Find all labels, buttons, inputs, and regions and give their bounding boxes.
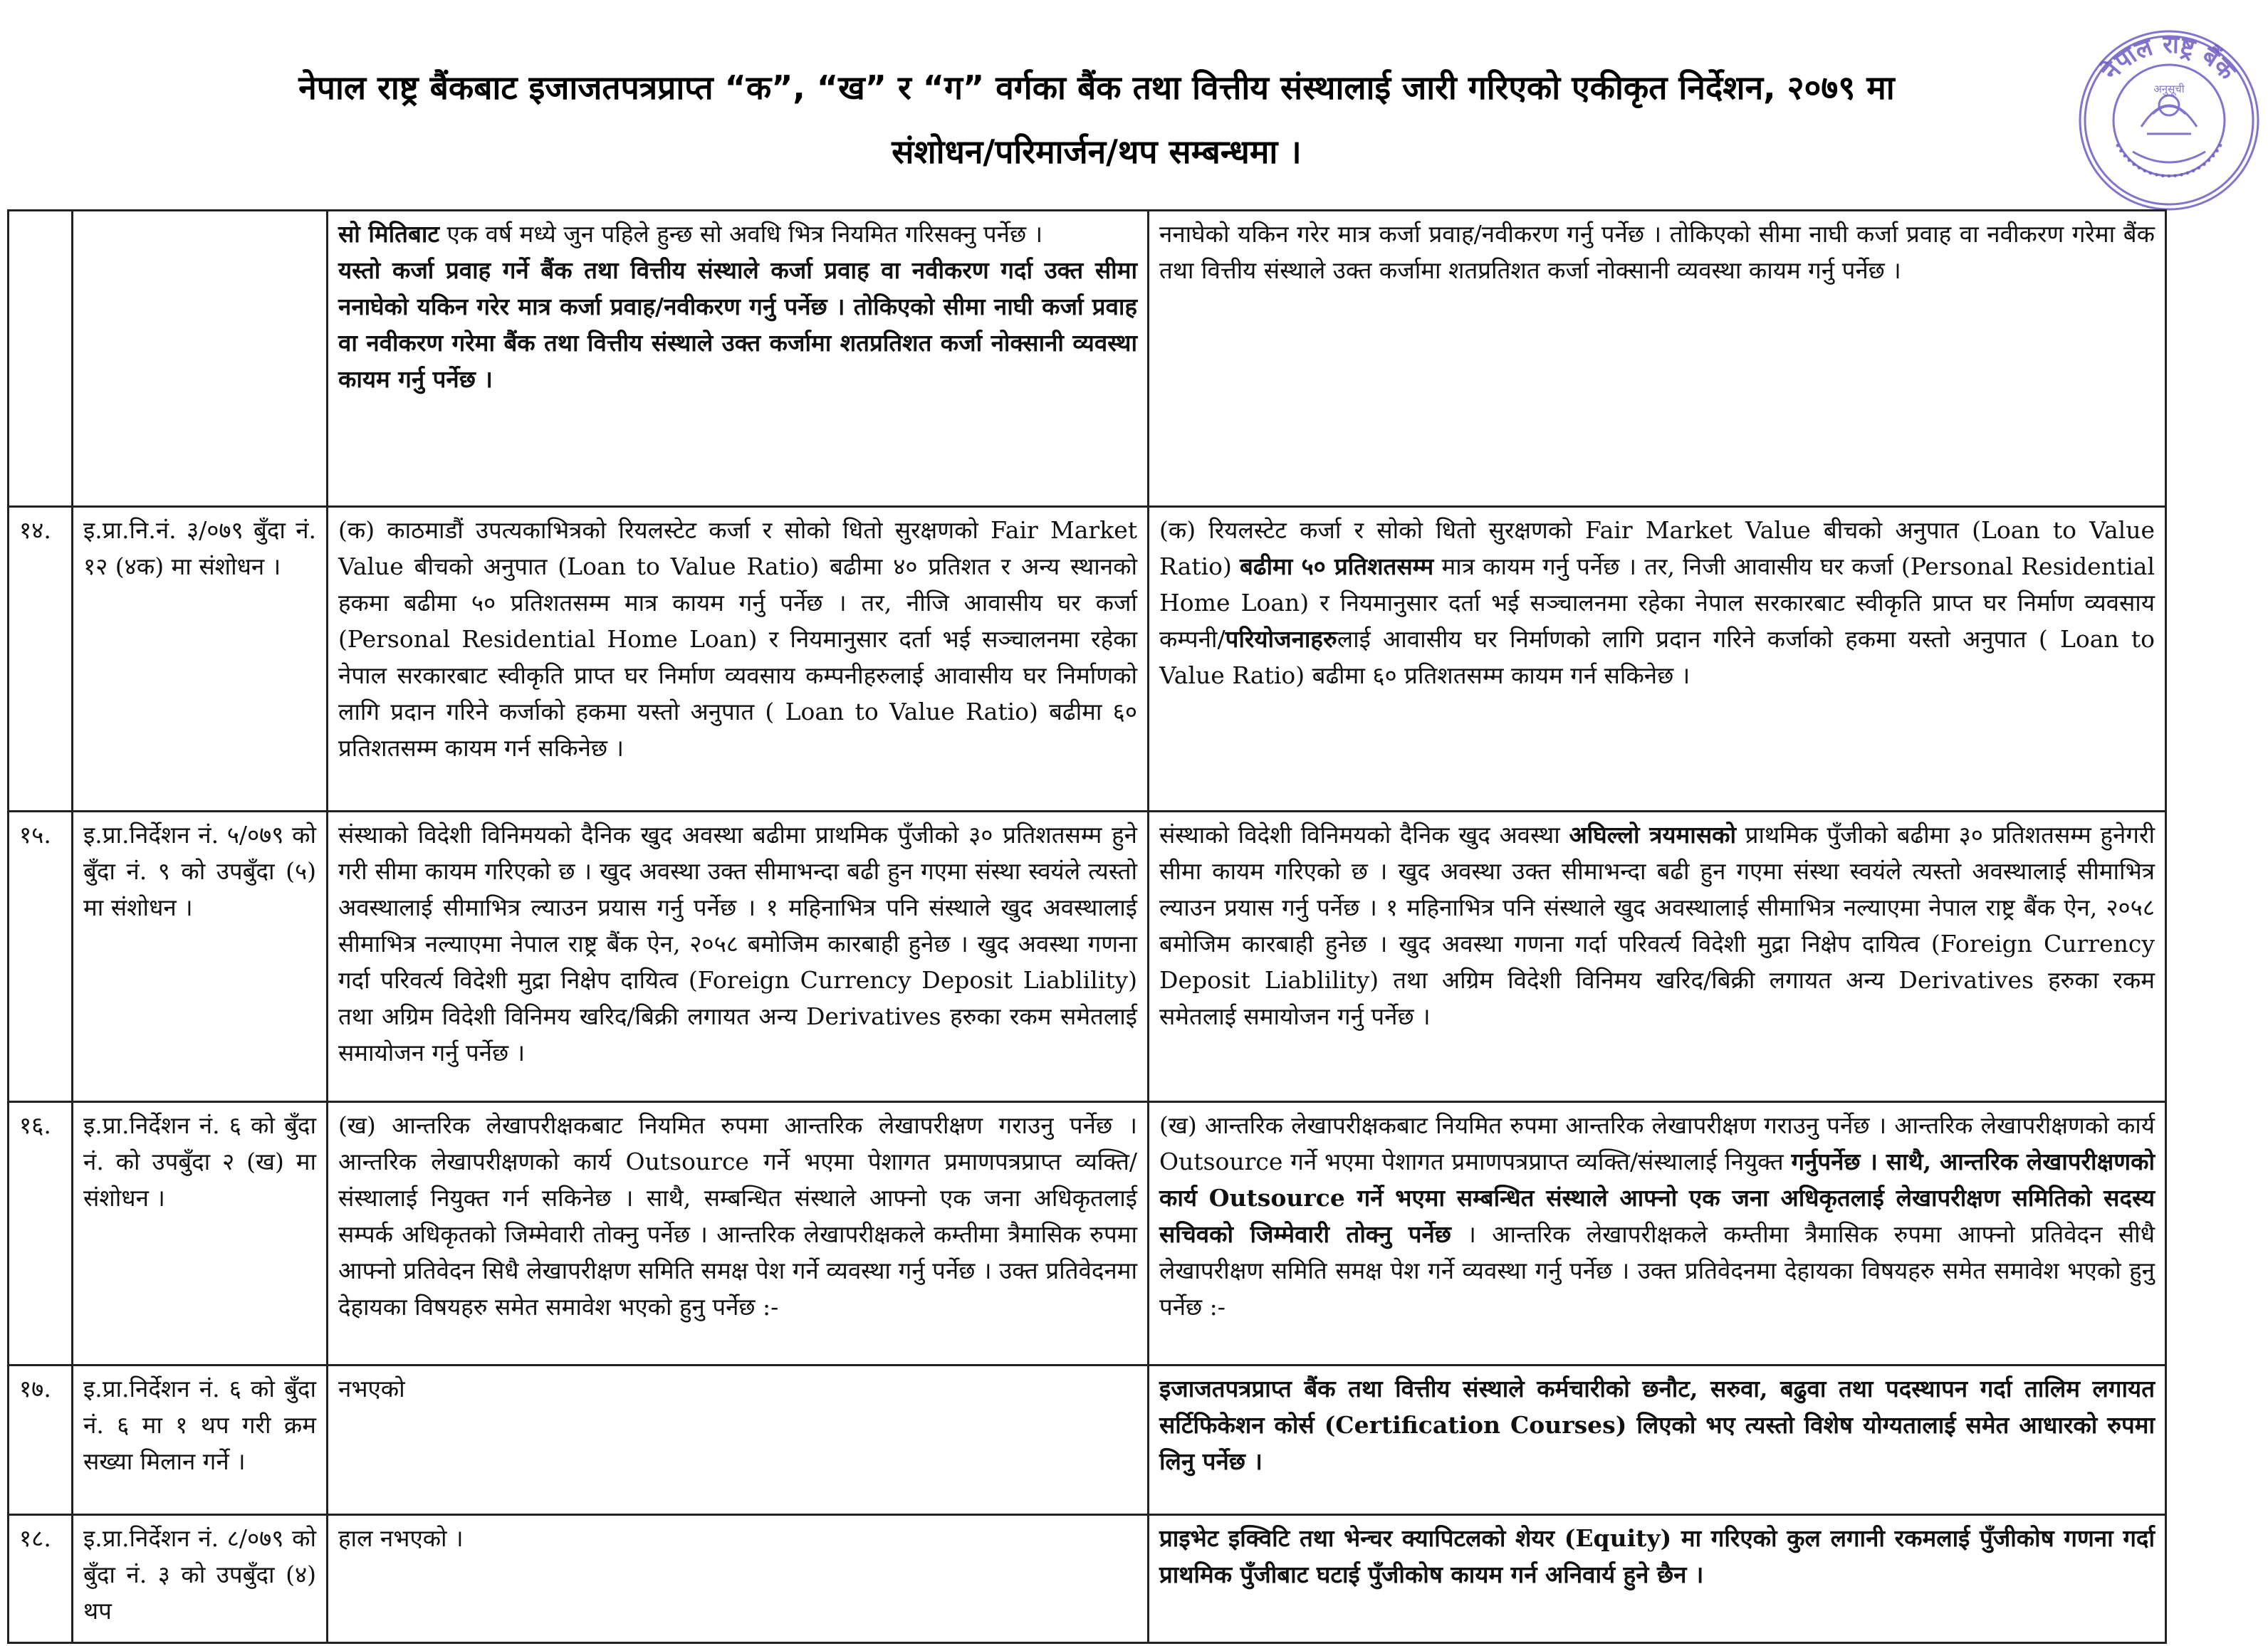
new-text: मात्र कायम गर्नु पर्नेछ । तर, निजी आवासीय घर कर्जा (Personal Residential Home Loan) र नियमानुसार दर्ता भई सञ्चालनमा रहेका नेपाल सरकारबाट स्वीकृति प्राप्त घर निर्माण व्यवसाय कम्पनी/ xyxy=(1159,552,2155,653)
old-text: एक वर्ष मध्ये जुन पहिले हुन्छ सो अवधि भित्र नियमित गरिसक्नु पर्नेछ । xyxy=(439,220,1043,248)
new-text: संस्थाको विदेशी विनिमयको दैनिक खुद अवस्था xyxy=(1159,821,1569,849)
old-text: (ख) आन्तरिक लेखापरीक्षकबाट नियमित रुपमा आन्तरिक लेखापरीक्षण गराउनु पर्नेछ । आन्तरिक लेखापरीक्षणको कार्य Outsource गर्ने भएमा पेशागत प्रमाणपत्रप्राप्त व्यक्ति/संस्थालाई नियुक्त गर्न सकिनेछ । साथै, सम्बन्धित संस्थाले आफ्नो एक जना अधिकृतलाई सम्पर्क अधिकृतको जिम्मेवारी तोक्नु पर्नेछ । आन्तरिक लेखापरीक्षकले कम्तीमा त्रैमासिक रुपमा आफ्नो प्रतिवेदन सिधै लेखापरीक्षण समिति समक्ष पेश गर्ने व्यवस्था गर्नु पर्नेछ । उक्त प्रतिवेदनमा देहायका विषयहरु समेत समावेश भएको हुनु पर्नेछ :- xyxy=(338,1111,1137,1321)
new-bold-text: बढीमा ५० प्रतिशतसम्म xyxy=(1240,552,1434,580)
old-bold-paragraph: यस्तो कर्जा प्रवाह गर्ने बैंक तथा वित्तीय संस्थाले कर्जा प्रवाह वा नवीकरण गर्दा उक्त सीमा ननाघेको यकिन गरेर मात्र कर्जा प्रवाह/नवीकरण गर्नु पर्नेछ । तोकिएको सीमा नाघी कर्जा प्रवाह वा नवीकरण गरेमा बैंक तथा वित्तीय संस्थाले उक्त कर्जामा शतप्रतिशत कर्जा नोक्सानी व्यवस्था कायम गर्नु पर्नेछ । xyxy=(338,256,1137,393)
existing-provision-cell xyxy=(328,211,1149,507)
table-row xyxy=(9,1515,2166,1643)
table-row xyxy=(9,507,2166,812)
svg-text:नेपाल राष्ट्र बैंक xyxy=(2096,31,2242,87)
old-bold-text: सो मितिबाट xyxy=(338,220,440,248)
new-bold-text: गर्नुपर्नेछ । साथै, आन्तरिक लेखापरीक्षणको कार्य Outsource गर्ने भएमा सम्बन्धित संस्थाले आफ्नो एक जना अधिकृतलाई लेखापरीक्षण समितिको सदस्य सचिवको जिम्मेवारी तोक्नु पर्नेछ xyxy=(1159,1148,2155,1248)
table-row xyxy=(9,1365,2166,1515)
title-line-2: संशोधन/परिमार्जन/थप सम्बन्धमा । xyxy=(892,132,1302,171)
row-number: १५. xyxy=(9,812,73,1102)
new-text: लाई आवासीय घर निर्माणको लागि प्रदान गरिने कर्जाको हकमा यस्तो अनुपात ( Loan to Value Ratio) बढीमा ६० प्रतिशतसम्म कायम गर्न सकिनेछ । xyxy=(1159,625,2155,689)
table-row xyxy=(9,211,2166,507)
new-text: । आन्तरिक लेखापरीक्षकले कम्तीमा त्रैमासिक रुपमा आफ्नो प्रतिवेदन सीधै लेखापरीक्षण समिति समक्ष पेश गर्ने व्यवस्था गर्नु पर्नेछ । उक्त प्रतिवेदनमा देहायका विषयहरु समेत समावेश भएको हुनु पर्नेछ :- xyxy=(1159,1220,2155,1321)
old-text: (क) काठमाडौं उपत्यकाभित्रको रियलस्टेट कर्जा र सोको धितो सुरक्षणको Fair Market Value बीचको अनुपात (Loan to Value Ratio) बढीमा ४० प्रतिशत र अन्य स्थानको हकमा बढीमा ५० प्रतिशतसम्म मात्र कायम गर्नु पर्नेछ । तर, नीजि आवासीय घर कर्जा (Personal Residential Home Loan) र नियमानुसार दर्ता भई सञ्चालनमा रहेका नेपाल सरकारबाट स्वीकृति प्राप्त घर निर्माण व्यवसाय कम्पनीहरुलाई आवासीय घर निर्माणको लागि प्रदान गरिने कर्जाको हकमा यस्तो अनुपात ( Loan to Value Ratio) बढीमा ६० प्रतिशतसम्म कायम गर्न सकिनेछ । xyxy=(338,516,1137,762)
table-row xyxy=(9,812,2166,1102)
existing-provision-cell xyxy=(328,1102,1149,1365)
reference-cell: इ.प्रा.निर्देशन नं. ५/०७९ को बुँदा नं. ९ को उपबुँदा (५) मा संशोधन । xyxy=(73,812,328,1102)
new-text: (ख) आन्तरिक लेखापरीक्षकबाट नियमित रुपमा आन्तरिक लेखापरीक्षण गराउनु पर्नेछ । आन्तरिक लेखापरीक्षणको कार्य Outsource गर्ने भएमा पेशागत प्रमाणपत्रप्राप्त व्यक्ति/संस्थालाई नियुक्त xyxy=(1159,1111,2155,1175)
row-number: १७. xyxy=(9,1365,73,1515)
reference-cell: इ.प्रा.नि.नं. ३/०७९ बुँदा नं. १२ (४क) मा संशोधन । xyxy=(73,507,328,812)
amended-provision-cell xyxy=(1149,1102,2166,1365)
new-text: ननाघेको यकिन गरेर मात्र कर्जा प्रवाह/नवीकरण गर्नु पर्नेछ । तोकिएको सीमा नाघी कर्जा प्रवाह वा नवीकरण गरेमा बैंक तथा वित्तीय संस्थाले उक्त कर्जामा शतप्रतिशत कर्जा नोक्सानी व्यवस्था कायम गर्नु पर्नेछ । xyxy=(1159,220,2155,284)
reference-cell: इ.प्रा.निर्देशन नं. ८/०७९ को बुँदा नं. ३ को उपबुँदा (४) थप xyxy=(73,1515,328,1643)
amended-provision-cell xyxy=(1149,507,2166,812)
row-number: १६. xyxy=(9,1102,73,1365)
old-text: नभएको xyxy=(338,1375,405,1403)
amended-provision-cell xyxy=(1149,1365,2166,1515)
row-number: १४. xyxy=(9,507,73,812)
stamp-top-text: नेपाल राष्ट्र बैंक xyxy=(2096,30,2242,86)
amendment-table xyxy=(7,209,2167,1644)
old-text: संस्थाको विदेशी विनिमयको दैनिक खुद अवस्था बढीमा प्राथमिक पुँजीको ३० प्रतिशतसम्म हुने गरी सीमा कायम गरिएको छ । खुद अवस्था उक्त सीमाभन्दा बढी हुन गएमा संस्था स्वयंले त्यस्तो अवस्थालाई सीमाभित्र ल्याउन प्रयास गर्नु पर्नेछ । १ महिनाभित्र पनि संस्थाले खुद अवस्थालाई सीमाभित्र नल्याएमा नेपाल राष्ट्र बैंक ऐन, २०५८ बमोजिम कारबाही हुनेछ । खुद अवस्था गणना गर्दा परिवर्त्य विदेशी मुद्रा निक्षेप दायित्व (Foreign Currency Deposit Liablility) तथा अग्रिम विदेशी विनिमय खरिद/बिक्री लगायत अन्य Derivatives हरुका रकम समेतलाई समायोजन गर्नु पर्नेछ । xyxy=(338,821,1137,1066)
old-text: हाल नभएको । xyxy=(338,1524,464,1552)
existing-provision-cell xyxy=(328,1515,1149,1643)
table-row xyxy=(9,1102,2166,1365)
reference-cell xyxy=(73,211,328,507)
official-stamp xyxy=(2076,27,2262,214)
amended-provision-cell xyxy=(1149,1515,2166,1643)
title-line-1: नेपाल राष्ट्र बैंकबाट इजाजतपत्रप्राप्त “क”, “ख” र “ग” वर्गका बैंक तथा वित्तीय संस्थालाई जारी गरिएको एकीकृत निर्देशन, २०७९ मा xyxy=(298,68,1895,107)
amended-provision-cell xyxy=(1149,211,2166,507)
existing-provision-cell xyxy=(328,812,1149,1102)
new-text: प्राथमिक पुँजीको बढीमा ३० प्रतिशतसम्म हुनेगरी सीमा कायम गरिएको छ । खुद अवस्था उक्त सीमाभन्दा बढी हुन गएमा संस्था स्वयंले त्यस्तो अवस्थालाई सीमाभित्र ल्याउन प्रयास गर्नु पर्नेछ । १ महिनाभित्र पनि संस्थाले खुद अवस्थालाई सीमाभित्र नल्याएमा नेपाल राष्ट्र बैंक ऐन, २०५८ बमोजिम कारबाही हुनेछ । खुद अवस्था गणना गर्दा परिवर्त्य विदेशी मुद्रा निक्षेप दायित्व (Foreign Currency Deposit Liablility) तथा अग्रिम विदेशी विनिमय खरिद/बिक्री लगायत अन्य Derivatives हरुका रकम समेतलाई समायोजन गर्नु पर्नेछ । xyxy=(1159,821,2155,1030)
row-number xyxy=(9,211,73,507)
new-bold-text: इजाजतपत्रप्राप्त बैंक तथा वित्तीय संस्थाले कर्मचारीको छनौट, सरुवा, बढुवा तथा पदस्थापन गर्दा तालिम लगायत सर्टिफिकेशन कोर्स (Certification Courses) लिएको भए त्यस्तो विशेष योग्यतालाई समेत आधारको रुपमा लिनु पर्नेछ । xyxy=(1159,1375,2155,1475)
reference-cell: इ.प्रा.निर्देशन नं. ६ को बुँदा नं. ६ मा १ थप गरी क्रम सख्या मिलान गर्ने । xyxy=(73,1365,328,1515)
new-text: (क) रियलस्टेट कर्जा र सोको धितो सुरक्षणको Fair Market Value बीचको अनुपात (Loan to Value Ratio) xyxy=(1159,516,2155,580)
amended-provision-cell xyxy=(1149,812,2166,1102)
stamp-center-text: अनुसूची xyxy=(2153,83,2185,95)
svg-text:•••••••••••••••••••••: ••••••••••••••••••••• xyxy=(2109,139,2229,184)
existing-provision-cell xyxy=(328,507,1149,812)
stamp-seal-icon xyxy=(2076,27,2262,214)
new-bold-text: प्राइभेट इक्विटि तथा भेन्चर क्यापिटलको शेयर (Equity) मा गरिएको कुल लगानी रकमलाई पुँजीकोष गणना गर्दा प्राथमिक पुँजीबाट घटाई पुँजीकोष कायम गर्न अनिवार्य हुने छैन । xyxy=(1159,1524,2155,1588)
row-number: १८. xyxy=(9,1515,73,1643)
page-title xyxy=(43,56,2151,184)
new-bold-text: अघिल्लो त्रयमासको xyxy=(1569,821,1737,849)
reference-cell: इ.प्रा.निर्देशन नं. ६ को बुँदा नं. को उपबुँदा २ (ख) मा संशोधन । xyxy=(73,1102,328,1365)
new-bold-text: परियोजनाहरु xyxy=(1225,625,1337,653)
existing-provision-cell xyxy=(328,1365,1149,1515)
